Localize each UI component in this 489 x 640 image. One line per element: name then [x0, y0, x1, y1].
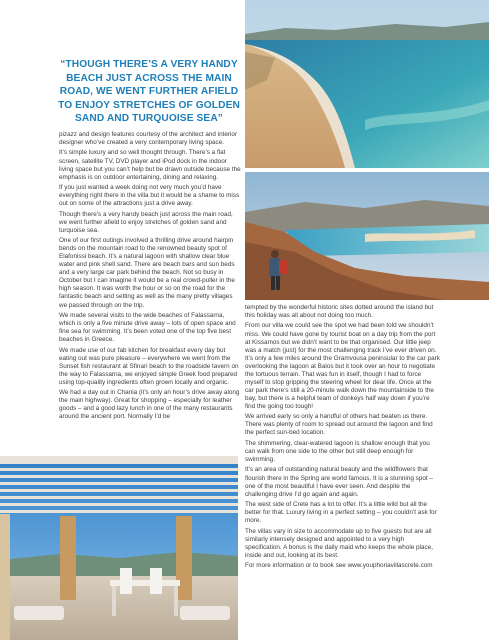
left-text-column — [59, 131, 241, 424]
paragraph: From our villa we could see the spot we had been told we shouldn’t miss. We could have gone by tourist boat on a day trip from the port at Kissamos but we didn’t want to be that organised. Our little jeep was a match (just) for the most challenging track I’ve ever driven on. It’s only a few miles around the Gramvousa peninsular to the car park overlooking the lagoon at Balos but it took over an hour to negotiate the tortuous terrain. That was fun in itself, though I had to force myself to stop gripping the steering wheel for dear life. Once at the car park there’s still a 20-minute walk down the mountainside to the bay, but there is a helpful team of donkeys half way down if you’re find the going too tough! — [245, 322, 440, 410]
paragraph: pizazz and design features courtesy of the architect and interior designer who’ve created a very contemporary living space. — [59, 131, 238, 147]
website-link[interactable]: For more information or to book see www.youphoriavillascrete.com — [245, 562, 433, 570]
paragraph: We made several visits to the wide beaches of Falassarna, which is only a five minute drive away – lots of open space and fine sea for swimming. It’s been voted one of the top five best beaches in Greece. — [59, 311, 236, 344]
pull-quote: “THOUGH THERE’S A VERY HANDY BEACH JUST ACROSS THE MAIN ROAD, WE WENT FURTHER AFIELD TO ENJOY STRETCHES OF GOLDEN SAND AND TURQUOISE SEA” — [58, 59, 240, 125]
paragraph: The west side of Crete has a lot to offer. It’s a little wild but all the better for that. Luxury living in a perfect setting – you couldn’t ask for more. — [245, 501, 437, 525]
right-text-column — [245, 304, 441, 573]
paragraph: We arrived early so only a handful of others had beaten us there. There was plenty of room to spread out around the lagoon and find the perfect sun-bed location. — [245, 413, 433, 437]
paragraph: The shimmering, clear-watered lagoon is shallow enough that you can walk from one side to the other but still deep enough for swimming. — [245, 439, 430, 464]
paragraph: The villas vary in size to accommodate up to five guests but are all similarly intensely designed and appointed to a very high specification. A bonus is the daily maid who keeps the whole place, inside and out, looking at its best. — [245, 527, 433, 559]
paragraph: We had a day out in Chania (it’s only an hour’s drive away along the main highway). Great for shopping – especially for leather goods – and a good lazy lunch in one of the many restaurants around the ancient port. Normally I’d be — [59, 389, 240, 421]
paragraph: One of our first outings involved a thrilling drive around hairpin bends on the mountain road to the renowned beauty spot of Elafonissi beach. It’s a natural lagoon with shallow clear blue water and pink shell sand. There are beach bars and sun beds and a very large car park behind the beach. Not so busy in October but I can imagine it would be a real crowd-puller in the high season. It was worth the hour or so on the road for the fantastic beach and setting as well as the many pretty villages we passed through on the trip. — [59, 237, 235, 309]
paragraph: Though there’s a very handy beach just across the main road, we went further afield to enjoy stretches of golden sand and turquoise sea. — [59, 210, 233, 234]
beach-photo — [245, 0, 489, 168]
paragraph: It’s an area of outstanding natural beauty and the wildflowers that flourish there in the Spring are world famous. It is a stunning spot – one of the most beautiful I have ever seen. And despite the challenging drive I’d go again and again. — [245, 466, 433, 498]
paragraph: tempted by the wonderful historic sites dotted around the island but this holiday was all about not doing too much. — [245, 304, 434, 320]
paragraph: If you just wanted a week doing not very much you’d have everything right there in the villa but it would be a shame to miss out on some of the attractions just a drive away. — [59, 184, 240, 208]
hiker-lagoon-photo — [245, 172, 489, 300]
villa-terrace-photo — [0, 456, 238, 640]
paragraph: It’s simple luxury and so well thought through. There’s a flat screen, satellite TV, DVD player and iPod dock in the indoor living space but you can’t help but be drawn outside because the emphasis is on outdoor entertaining, dining and relaxing. — [59, 149, 241, 181]
paragraph: We made use of our fab kitchen for breakfast every day but eating out was pure pleasure – everywhere we went from the Sunset fish restaurant at Sfinari beach to the roadside tavern on the way to Falassarna, we enjoyed simple Greek food prepared using top-quality ingredients often grown locally and organic. — [59, 346, 239, 386]
